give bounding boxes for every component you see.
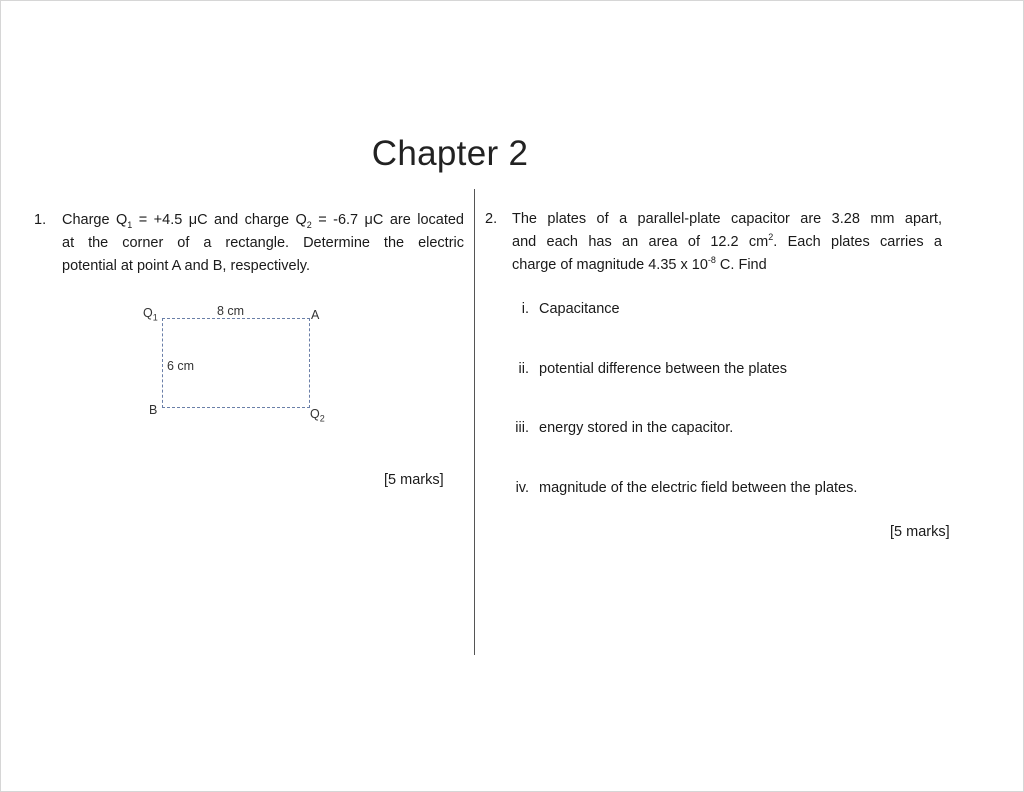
q2-text-part: C. Find <box>715 257 767 273</box>
question-1-text <box>62 209 464 278</box>
sub-question-text: potential difference between the plates <box>539 361 788 377</box>
q1-text-part: Charge Q <box>62 212 128 228</box>
sub-question-roman: iii. <box>515 420 529 436</box>
point-a-label: A <box>311 308 320 322</box>
q1-text-part: = -6.7 μC are located <box>311 212 464 228</box>
question-2-line-1: The plates of a parallel-plate capacitor are 3.28 mm apart, <box>512 211 942 227</box>
sub-question-text: magnitude of the electric field between the plates. <box>539 480 858 496</box>
q1-letter: Q <box>143 306 153 320</box>
q1-subscript: 1 <box>127 219 133 230</box>
point-b-label: B <box>149 403 158 417</box>
q1-text-part: = +4.5 μC and charge Q <box>132 212 307 228</box>
page-title: Chapter 2 <box>371 134 529 173</box>
q2-text-part: charge of magnitude 4.35 x 10 <box>512 257 708 273</box>
top-length-label: 8 cm <box>217 304 245 318</box>
question-1-line-3: potential at point A and B, respectively. <box>62 258 311 274</box>
question-2-text <box>512 208 942 277</box>
question-2-line-3 <box>512 254 942 277</box>
question-1-line-2: at the corner of a rectangle. Determine the electric <box>62 235 464 251</box>
question-1-marks: [5 marks] <box>384 472 444 488</box>
q2-corner-subscript: 2 <box>319 413 325 424</box>
sub-question-roman: ii. <box>518 361 529 377</box>
area-superscript: 2 <box>768 232 774 243</box>
side-length-label: 6 cm <box>167 359 195 373</box>
question-1-number: 1. <box>34 212 47 228</box>
question-2-marks: [5 marks] <box>890 524 950 540</box>
q2-corner-label <box>310 407 325 424</box>
sub-question-roman: i. <box>521 301 529 317</box>
q2-text-part: and each has an area of 12.2 cm <box>512 234 769 250</box>
q2-letter: Q <box>310 407 320 421</box>
question-2-line-2 <box>512 231 942 254</box>
q1-corner-subscript: 1 <box>152 312 158 323</box>
question-1-line-1 <box>62 209 464 232</box>
sub-question-text: Capacitance <box>539 301 620 317</box>
column-divider <box>474 189 475 655</box>
sub-question-roman: iv. <box>515 480 529 496</box>
question-2-number: 2. <box>485 211 498 227</box>
q1-corner-label <box>143 306 158 323</box>
sub-question-text: energy stored in the capacitor. <box>539 420 734 436</box>
q2-text-part: . Each plates carries a <box>773 234 942 250</box>
charge-exponent: -8 <box>707 255 716 266</box>
q2-subscript: 2 <box>306 219 312 230</box>
